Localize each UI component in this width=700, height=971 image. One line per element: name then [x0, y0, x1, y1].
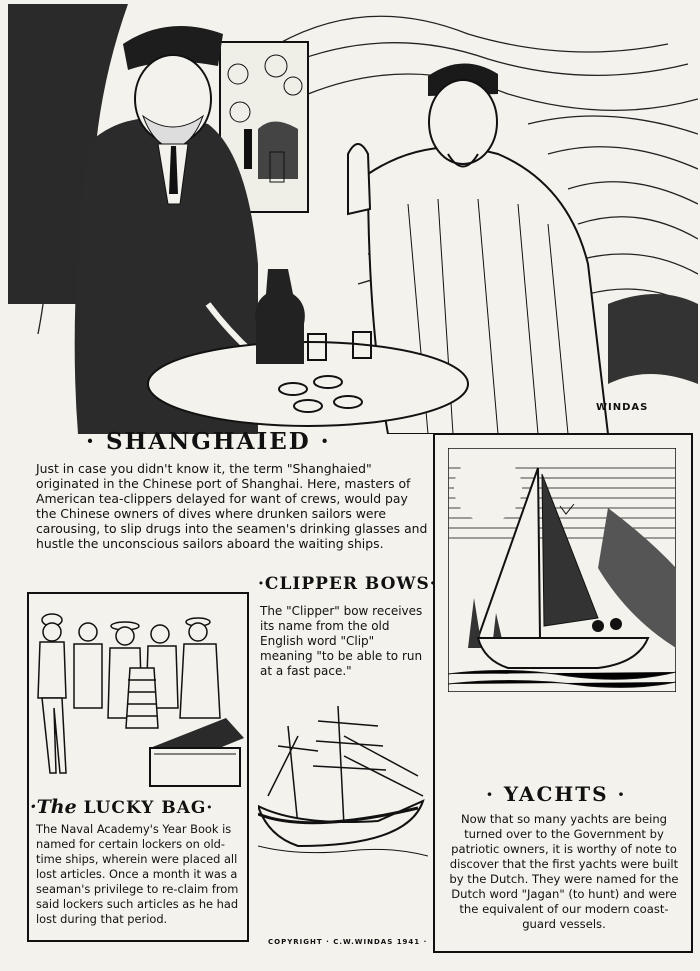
yacht-illustration — [448, 448, 676, 692]
lucky-bag-title — [30, 796, 213, 818]
copyright-notice: COPYRIGHT · C.W.WINDAS 1941 · — [268, 938, 428, 946]
shanghaied-text: Just in case you didn't know it, the term "Shanghaied" originated in the Chinese port of Shanghai. Here, masters of American tea-clippers delayed for want of crews, would pay the Chinese owners of dives where drunken sailors were carousing, to slip drugs into the seamen's drinking glasses and hustle the unconscious sailors aboard the waiting ships. — [36, 461, 428, 551]
yachts-text: Now that so many yachts are being turned over to the Government by patriotic owners, it is worthy of note to discover that the first yachts were built by the Dutch. They were named for the Dutch word "Jagan" (to hunt) and were the equivalent of our modern coast-guard vessels. — [449, 812, 679, 931]
lucky-bag-title-prefix: ·The — [30, 796, 77, 818]
shanghai-illustration — [8, 4, 698, 434]
clipper-bows-text: The "Clipper" bow receives its name from the old English word "Clip" meaning "to be able to run at a fast pace." — [260, 604, 423, 678]
shanghaied-title: · SHANGHAIED · — [86, 428, 331, 455]
clipper-bows-title: ·CLIPPER BOWS· — [258, 574, 437, 594]
clipper-ship-illustration — [258, 696, 428, 860]
lucky-bag-text: The Naval Academy's Year Book is named for certain lockers on old-time ships, wherein were placed all lost articles. Once a month it was a seaman's privilege to re-claim from said lockers such articles as he had lost during that period. — [36, 822, 239, 926]
lucky-bag-illustration — [30, 598, 244, 788]
yachts-title: · YACHTS · — [486, 782, 627, 806]
lucky-bag-title-rest: LUCKY BAG· — [83, 798, 214, 818]
artist-signature: WINDAS — [596, 402, 649, 413]
